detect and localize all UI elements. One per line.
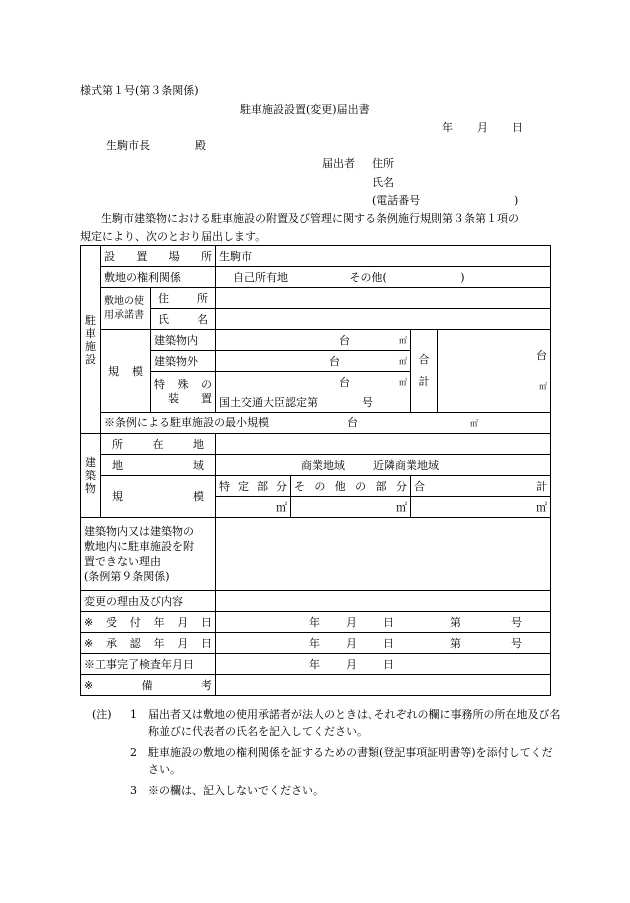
bldg-location-label: 所 在 地 [101,434,216,455]
remarks-label: ※ 備 考 [81,675,216,696]
specific-part-value: ㎡ [216,497,291,518]
outside-label: 建築物外 [151,351,216,372]
addressee: 生駒市長 [106,139,150,152]
scale-label: 規 模 [101,330,151,413]
other-part-value: ㎡ [291,497,411,518]
bldg-location-value [216,434,551,455]
mlit-cert: 国土交通大臣認定第 号 [216,392,411,413]
outside-value: 台 ㎡ [216,351,411,372]
note-1: 届出者又は敷地の使用承諾者が法人のときは､それぞれの欄に事務所の所在地及び名称並びに代表者の氏名を記入してください。 [148,708,561,738]
reason-label: 建築物内又は建築物の 敷地内に駐車施設を附 置できない理由 (条例第９条関係) [81,518,216,591]
specific-part-label: 特 定 部 分 [216,476,291,497]
note-3: ※の欄は、記入しないでください。 [148,784,324,797]
approved-label: ※ 承 認 年 月 日 [81,633,216,654]
address-label: 住所 [372,157,394,170]
area-value: 商業地域 近隣商業地域 [216,455,551,476]
consent-name-label: 氏 名 [151,309,216,330]
approved-value: 年 月 日 第 号 [216,633,551,654]
form-number: 様式第１号(第３条関係) [80,84,199,97]
notes-label: (注) [92,708,112,721]
applicant-label: 届出者 [322,157,355,170]
consent-address-label: 住 所 [151,288,216,309]
inspection-value: 年 月 日 [216,654,551,675]
honorific: 殿 [195,139,206,152]
location-label: 設 置 場 所 [101,246,216,267]
consent-name-value [216,309,551,330]
change-label: 変更の理由及び内容 [81,591,216,612]
received-value: 年 月 日 第 号 [216,612,551,633]
parking-group-label: 駐車施設 [81,246,101,434]
location-value: 生駒市 [216,246,551,267]
date-month: 月 [477,121,488,134]
special-device-label: 特 殊 の 装 置 [151,372,216,413]
consent-label: 敷地の使用承諾書 [101,288,151,330]
received-label: ※ 受 付 年 月 日 [81,612,216,633]
form-title: 駐車施設設置(変更)届出書 [240,103,370,116]
remarks-value [216,675,551,696]
parking-total-label: 合 計 [411,330,438,413]
date-day: 日 [512,121,523,134]
parking-total-value: 台 ㎡ [438,330,551,413]
name-label: 氏名 [372,176,394,189]
phone-label: (電話番号 [372,194,421,207]
bldg-total-value: ㎡ [411,497,551,518]
change-value [216,591,551,612]
reason-value [216,518,551,591]
bldg-scale-label: 規 模 [101,476,216,518]
notification-form-table [80,245,551,696]
rights-label: 敷地の権利関係 [101,267,216,288]
note-2: 駐車施設の敷地の権利関係を証するための書類(登記事項証明書等)を添付してください。 [148,746,553,776]
inside-value: 台 ㎡ [216,330,411,351]
notes-section: (注) 1 届出者又は敷地の使用承諾者が法人のときは､それぞれの欄に事務所の所在地及び名称並びに代表者の氏名を記入してください。 2 駐車施設の敷地の権利関係を証するための書類(登記事項証明書等)を添付してください。 3 ※の欄は、記入しないでください。 [92,708,561,797]
min-scale-row: ※条例による駐車施設の最小規模 台 ㎡ [101,413,551,434]
date-year: 年 [442,121,453,134]
consent-address-value [216,288,551,309]
intro-line-2: 規定により、次のとおり届出します。 [80,230,267,243]
special-device-value: 台 ㎡ [216,372,411,393]
building-group-label: 建築物 [81,434,101,518]
inspection-label: ※工事完了検査年月日 [81,654,216,675]
rights-value: 自己所有地 その他( ) [216,267,551,288]
bldg-total-label: 合 計 [411,476,551,497]
other-part-label: そ の 他 の 部 分 [291,476,411,497]
intro-line-1: 生駒市建築物における駐車施設の附置及び管理に関する条例施行規則第３条第１項の [101,212,519,225]
phone-close: ) [514,194,519,207]
area-label: 地 域 [101,455,216,476]
inside-label: 建築物内 [151,330,216,351]
